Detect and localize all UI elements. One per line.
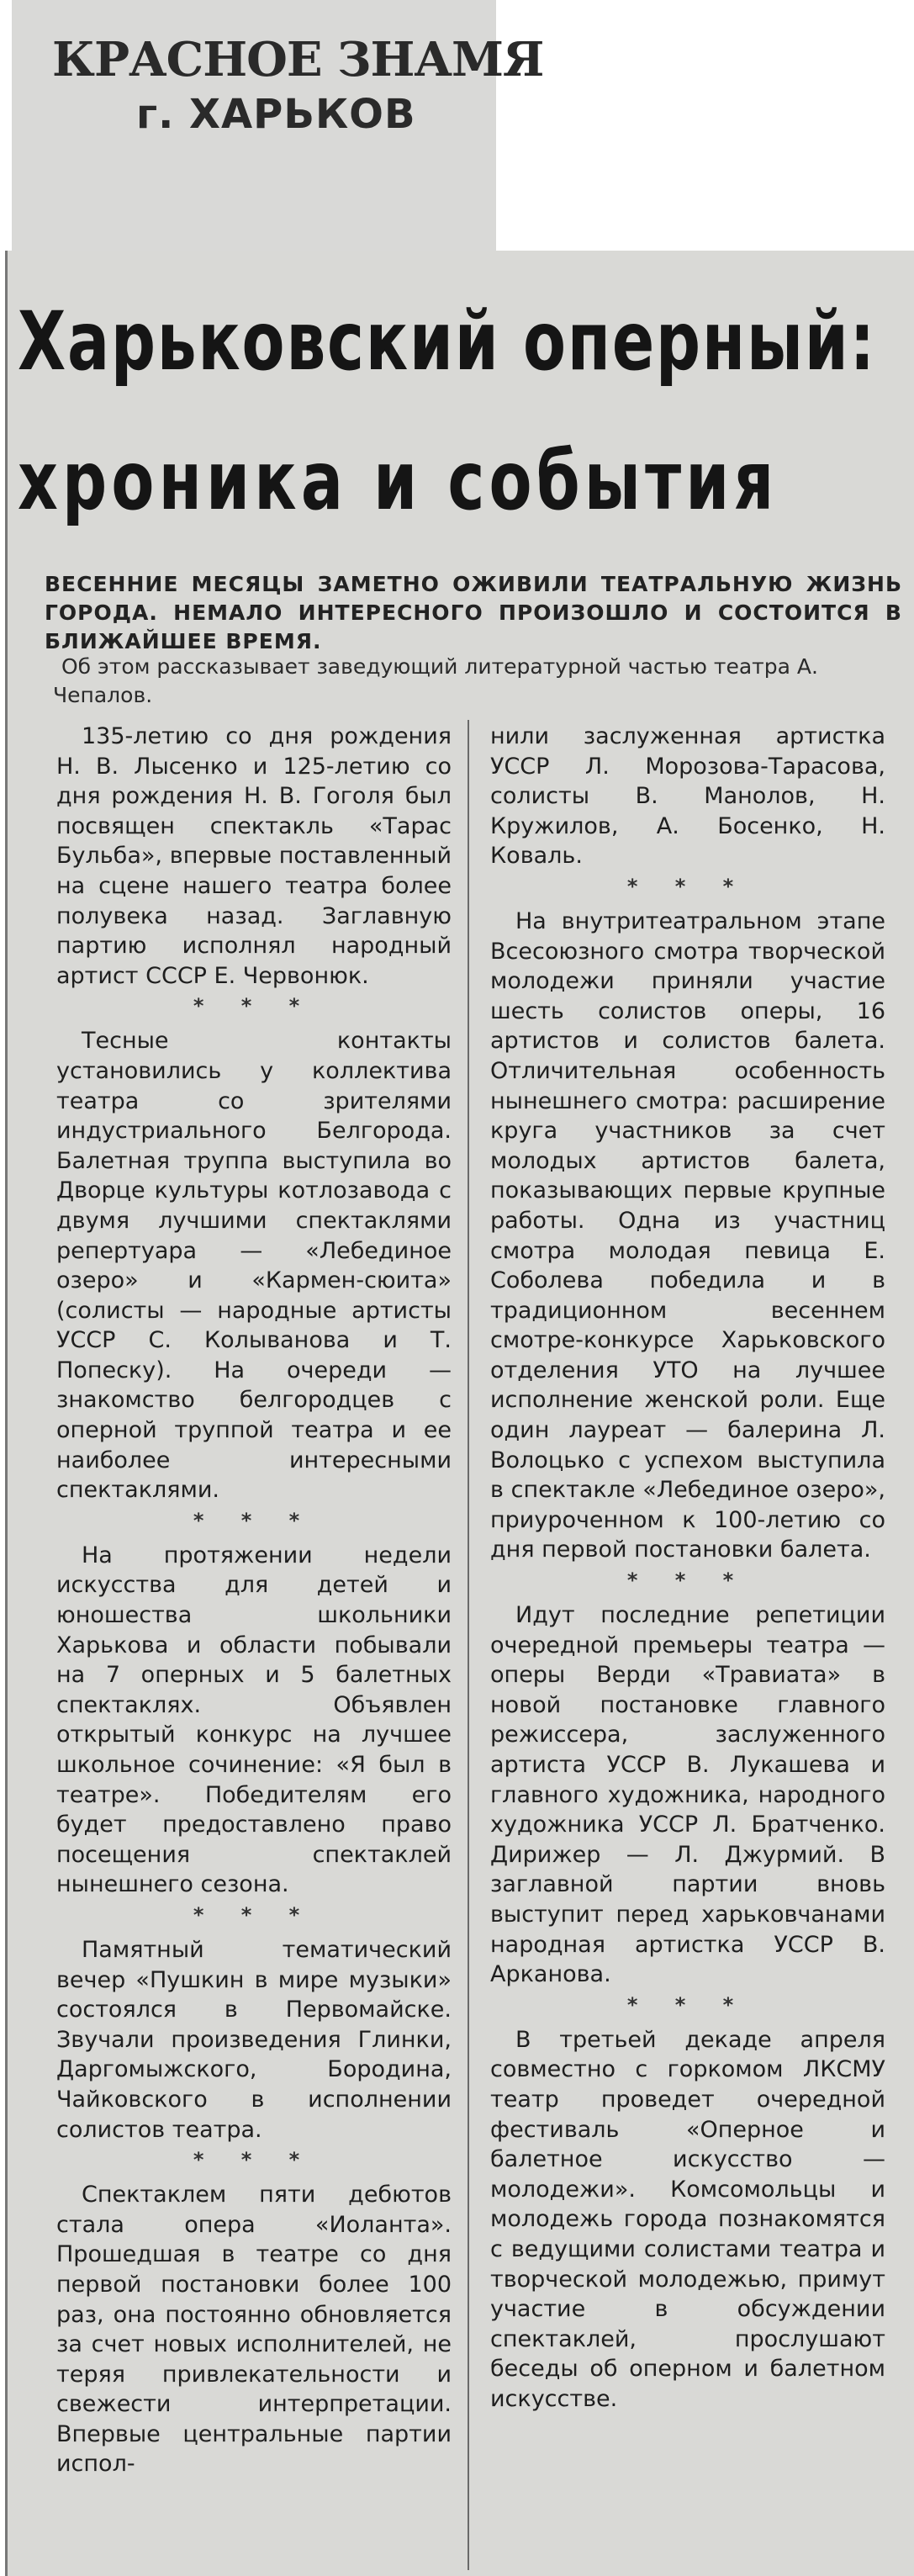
newspaper-clipping — [5, 251, 914, 2576]
section-separator: * * * — [626, 1992, 749, 2017]
article-lead: ВЕСЕННИЕ МЕСЯЦЫ ЗАМЕТНО ОЖИВИЛИ ТЕАТРАЛЬНУЮ ЖИЗНЬ ГОРОДА. НЕМАЛО ИНТЕРЕСНОГО ПРОИЗОШЛО И СОСТОИТСЯ В БЛИЖАЙШЕЕ ВРЕМЯ. — [45, 572, 902, 653]
paragraph-belgorod-contacts: Тесные контакты установились у коллектива театра со зрителями индустриального Белгорода. Балетная труппа выступила во Дворце культуры котлозавода с двумя лучшими спектаклями репертуара — «Лебединое озеро» и «Кармен-сюита» (солисты — народные артисты УССР С. Колыванова и Т. Попеску). На очереди — знакомство белгородцев с оперной труппой театра и ее наиболее интересными спектаклями. — [56, 1028, 452, 1504]
newspaper-stamp — [12, 0, 544, 252]
stamp-newspaper-name: КРАСНОЕ ЗНАМЯ — [52, 32, 544, 87]
paragraph-traviata-premiere: Идут последние репетиции очередной премьеры театра — оперы Верди «Травиата» в новой постановке главного режиссера, заслуженного артиста УССР В. Лукашева и главного художника, народного художника УССР Л. Братченко. Дирижер — Л. Джурмий. В заглавной партии вновь выступит перед харьковчанами народная артистка УССР В. Арканова. — [490, 1602, 885, 1988]
section-separator: * * * — [626, 1568, 749, 1593]
paragraph-lysenko-gogol: 135-летию со дня рождения Н. В. Лысенко и 125-летию со дня рождения Н. В. Гоголя был посвящен спектакль «Тарас Бульба», впервые поставленный на сцене нашего театра более полувека назад. Заглавную партию исполнял народный артист СССР Е. Червонюк. — [56, 723, 452, 989]
section-separator: * * * — [193, 1902, 315, 1927]
stamp-city: г. ХАРЬКОВ — [136, 91, 416, 138]
column-divider — [468, 720, 469, 2570]
paragraph-youth-review: На внутритеатральном этапе Всесоюзного смотра творческой молодежи приняли участие шесть солистов оперы, 16 артистов и солистов балета. Отличительная особенность нынешнего смотра: расширение круга участников за счет молодых артистов балета, показывающих первые крупные работы. Одна из участниц смотра молодая певица Е. Соболева победила и в традиционном весеннем смотре-конкурсе Харьковского отделения УТО на лучшее исполнение женской роли. Еще один лауреат — балерина Л. Волоцько с успехом выступила в спектакле «Лебединое озеро», приуроченном к 100-летию со дня первой постановки балета. — [490, 907, 885, 1563]
right-column — [490, 722, 885, 2414]
section-separator: * * * — [193, 2148, 315, 2172]
article-intro: Об этом рассказывает заведующий литературной частью театра А. Чепалов. — [53, 654, 818, 707]
left-column — [56, 722, 452, 2479]
paragraph-youth-festival: В третьей декаде апреля совместно с горкомом ЛКСМУ театр проведет очередной фестиваль «Оперное и балетное искусство — молодежи». Комсомольцы и молодежь города познакомятся с ведущими солистами театра и творческой молодежью, примут участие в обсуждении спектаклей, прослушают беседы об оперном и балетном искусстве. — [490, 2026, 885, 2412]
section-separator: * * * — [193, 994, 315, 1018]
paragraph-pushkin-evening: Памятный тематический вечер «Пушкин в мире музыки» состоялся в Первомайске. Звучали произведения Глинки, Даргомыжского, Бородина, Чайковского в исполнении солистов театра. — [56, 1936, 452, 2143]
paragraph-iolanta-continued: нили заслуженная артистка УССР Л. Морозова-Тарасова, солисты В. Манолов, Н. Кружилов, А. Босенко, Н. Коваль. — [490, 723, 885, 870]
paragraph-iolanta: Спектаклем пяти дебютов стала опера «Иоланта». Прошедшая в театре со дня первой постановки более 100 раз, она постоянно обновляется за счет новых исполнителей, не теряя привлекательности и свежести интерпретации. Впервые центральные партии испол- — [56, 2182, 452, 2478]
headline-line-2: хроника и события — [18, 434, 779, 528]
section-separator: * * * — [626, 874, 749, 898]
paragraph-youth-week: На протяжении недели искусства для детей и юношества школьники Харькова и области побывали на 7 оперных и 5 балетных спектаклях. Объявлен открытый конкурс на лучшее школьное сочинение: «Я был в театре». Победителям его будет предоставлено право посещения спектаклей нынешнего сезона. — [56, 1542, 452, 1898]
headline-line-1: Харьковский оперный: — [18, 294, 876, 389]
section-separator: * * * — [193, 1508, 315, 1532]
